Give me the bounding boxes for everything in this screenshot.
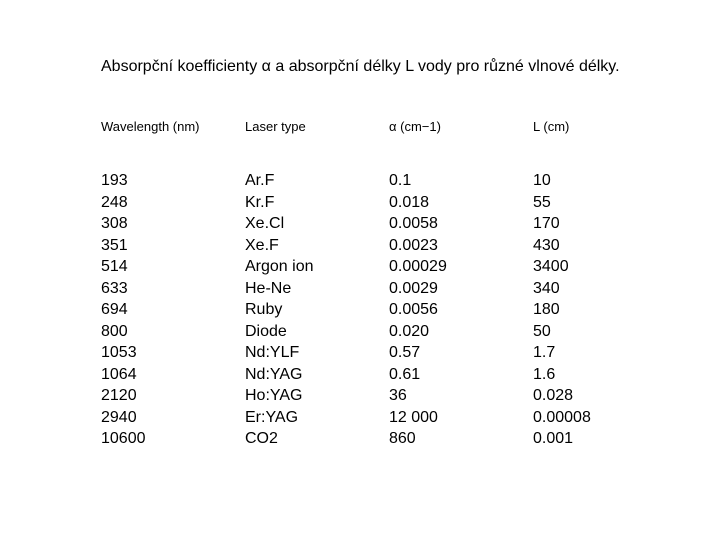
wavelength-cell: 351	[101, 236, 128, 254]
wavelength-cell: 2120	[101, 387, 137, 404]
absorption-length-values	[533, 170, 591, 450]
alpha-cell: 12 000	[389, 408, 438, 426]
wavelength-cell: 1053	[101, 344, 137, 361]
absorption-length-cell: 340	[533, 279, 560, 297]
wavelength-cell: 248	[101, 193, 128, 211]
wavelength-cell: 1064	[101, 365, 137, 383]
wavelength-values	[101, 170, 200, 450]
laser-type-cell: He-Ne	[245, 279, 292, 297]
laser-type-header: Laser type	[245, 119, 306, 134]
wavelength-cell: 193	[101, 172, 128, 189]
laser-type-column	[245, 118, 314, 450]
alpha-cell: 0.00029	[389, 258, 447, 275]
alpha-column	[389, 118, 447, 450]
alpha-cell: 0.0056	[389, 301, 438, 318]
absorption-length-cell: 0.028	[533, 387, 574, 404]
wavelength-cell: 514	[101, 258, 128, 275]
absorption-length-cell: 430	[533, 236, 560, 254]
absorption-length-cell: 10	[533, 172, 551, 189]
alpha-cell: 0.018	[389, 193, 430, 211]
wavelength-cell: 10600	[101, 430, 146, 447]
alpha-cell: 0.0023	[389, 236, 438, 254]
absorption-length-cell: 55	[533, 193, 551, 211]
alpha-cell: 0.0058	[389, 215, 438, 232]
absorption-length-cell: 3400	[533, 258, 569, 275]
alpha-cell: 0.0029	[389, 279, 438, 297]
laser-type-cell: Nd:YLF	[245, 344, 300, 361]
absorption-length-column	[533, 118, 591, 450]
laser-type-values	[245, 170, 314, 450]
absorption-length-cell: 50	[533, 322, 551, 340]
alpha-cell: 0.1	[389, 172, 412, 189]
alpha-cell: 36	[389, 387, 407, 404]
wavelength-cell: 308	[101, 215, 128, 232]
absorption-length-cell: 0.00008	[533, 408, 591, 426]
laser-type-cell: Ruby	[245, 301, 283, 318]
absorption-length-cell: 170	[533, 215, 560, 232]
laser-type-cell: Kr.F	[245, 193, 275, 211]
absorption-length-cell: 1.7	[533, 344, 556, 361]
wavelength-header: Wavelength (nm)	[101, 119, 200, 134]
absorption-length-cell: 180	[533, 301, 560, 318]
wavelength-cell: 2940	[101, 408, 137, 426]
alpha-header: α (cm−1)	[389, 119, 441, 134]
alpha-cell: 0.020	[389, 322, 430, 340]
absorption-length-header: L (cm)	[533, 119, 570, 134]
laser-type-cell: Ar.F	[245, 172, 275, 189]
laser-type-cell: Diode	[245, 322, 287, 340]
wavelength-column	[101, 118, 200, 450]
alpha-cell: 860	[389, 430, 416, 447]
laser-type-cell: Xe.Cl	[245, 215, 285, 232]
wavelength-cell: 633	[101, 279, 128, 297]
laser-type-cell: Nd:YAG	[245, 365, 303, 383]
alpha-cell: 0.57	[389, 344, 421, 361]
laser-type-cell: Ho:YAG	[245, 387, 303, 404]
laser-type-cell: Er:YAG	[245, 408, 299, 426]
alpha-cell: 0.61	[389, 365, 421, 383]
laser-type-cell: Xe.F	[245, 236, 279, 254]
laser-type-cell: CO2	[245, 430, 278, 447]
absorption-length-cell: 0.001	[533, 430, 574, 447]
absorption-length-cell: 1.6	[533, 365, 556, 383]
wavelength-cell: 694	[101, 301, 128, 318]
slide-title: Absorpční koefficienty α a absorpční délky L vody pro různé vlnové délky.	[101, 58, 620, 75]
wavelength-cell: 800	[101, 322, 128, 340]
alpha-values	[389, 170, 447, 450]
laser-type-cell: Argon ion	[245, 258, 314, 275]
